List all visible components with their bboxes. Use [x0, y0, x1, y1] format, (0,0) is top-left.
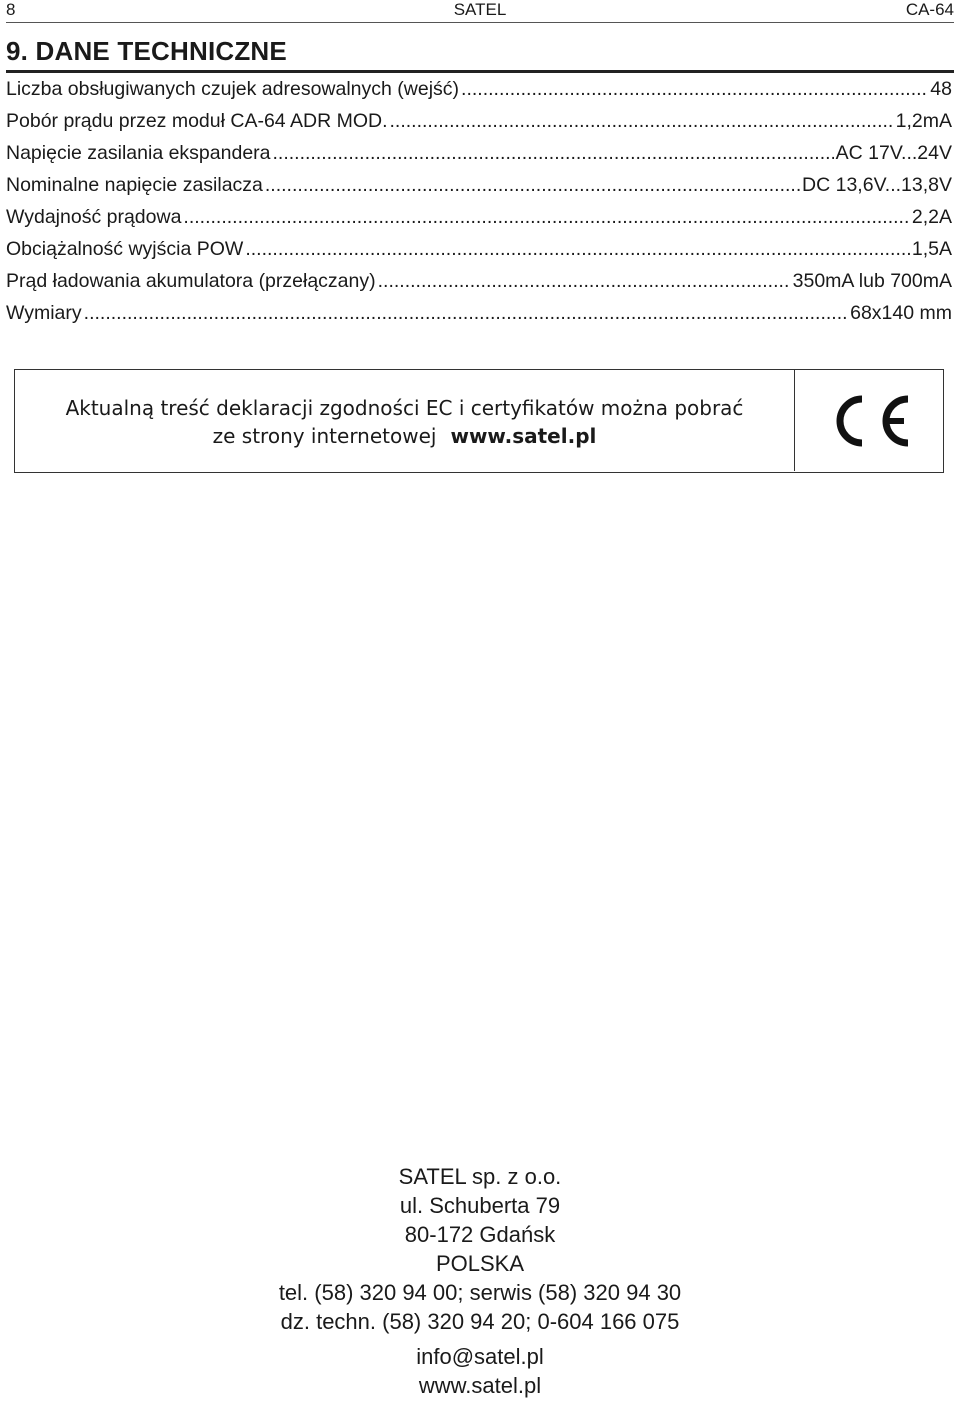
spec-value: DC 13,6V...13,8V [802, 174, 952, 196]
leader-dots [273, 142, 834, 165]
spec-value: 2,2A [911, 206, 952, 228]
ce-line-1: Aktualną treść deklaracji zgodności EC i certyfikatów można pobrać [65, 396, 744, 420]
spec-label: Prąd ładowania akumulatora (przełączany) [6, 270, 376, 292]
company-city: 80-172 Gdańsk [404, 1222, 556, 1247]
company-street: ul. Schuberta 79 [399, 1193, 561, 1218]
section-title: 9. DANE TECHNICZNE [6, 36, 954, 73]
leader-dots [84, 302, 848, 325]
spec-label: Nominalne napięcie zasilacza [6, 174, 263, 196]
leader-dots [390, 110, 894, 133]
spec-label: Obciążalność wyjścia POW [6, 238, 244, 260]
spec-label: Napięcie zasilania ekspandera [6, 142, 271, 164]
spec-label: Pobór prądu przez moduł CA-64 ADR MOD. [6, 110, 388, 132]
spec-row [6, 78, 952, 110]
ce-line-2-text: ze strony internetowej [212, 424, 437, 448]
spec-row [6, 302, 952, 334]
spec-value: 350mA lub 700mA [792, 270, 952, 292]
ce-line-2 [15, 422, 794, 450]
spec-value: AC 17V...24V [835, 142, 952, 164]
company-address [0, 1162, 960, 1400]
leader-dots [183, 206, 909, 229]
leader-dots [245, 238, 910, 261]
company-website[interactable]: www.satel.pl [418, 1373, 542, 1398]
page-header [6, 0, 954, 23]
spec-label: Wymiary [6, 302, 82, 324]
ce-website-link[interactable]: www.satel.pl [450, 424, 597, 448]
leader-dots [378, 270, 791, 293]
spec-value: 48 [930, 78, 952, 100]
spec-label: Wydajność prądowa [6, 206, 182, 228]
ce-mark-icon [795, 370, 943, 471]
spec-row [6, 174, 952, 206]
header-brand: SATEL [453, 0, 507, 19]
company-country: POLSKA [435, 1251, 525, 1276]
leader-dots [265, 174, 800, 197]
spec-label: Liczba obsługiwanych czujek adresowalnych (wejść) [6, 78, 460, 100]
company-phone: tel. (58) 320 94 00; serwis (58) 320 94 30 [278, 1280, 682, 1305]
spec-value: 1,2mA [895, 110, 952, 132]
header-model: CA-64 [905, 0, 954, 19]
company-tech-phone: dz. techn. (58) 320 94 20; 0-604 166 075 [280, 1309, 680, 1334]
spec-row [6, 206, 952, 238]
leader-dots [461, 78, 928, 101]
ce-declaration-text [15, 370, 795, 471]
page-number: 8 [6, 0, 16, 19]
spec-row [6, 270, 952, 302]
ce-declaration-box [14, 369, 944, 473]
spec-list [6, 78, 952, 334]
spec-row [6, 142, 952, 174]
spec-value: 68x140 mm [850, 302, 952, 324]
spec-row [6, 110, 952, 142]
company-email[interactable]: info@satel.pl [416, 1344, 544, 1369]
spec-value: 1,5A [911, 238, 952, 260]
company-name: SATEL sp. z o.o. [398, 1164, 562, 1189]
spec-row [6, 238, 952, 270]
